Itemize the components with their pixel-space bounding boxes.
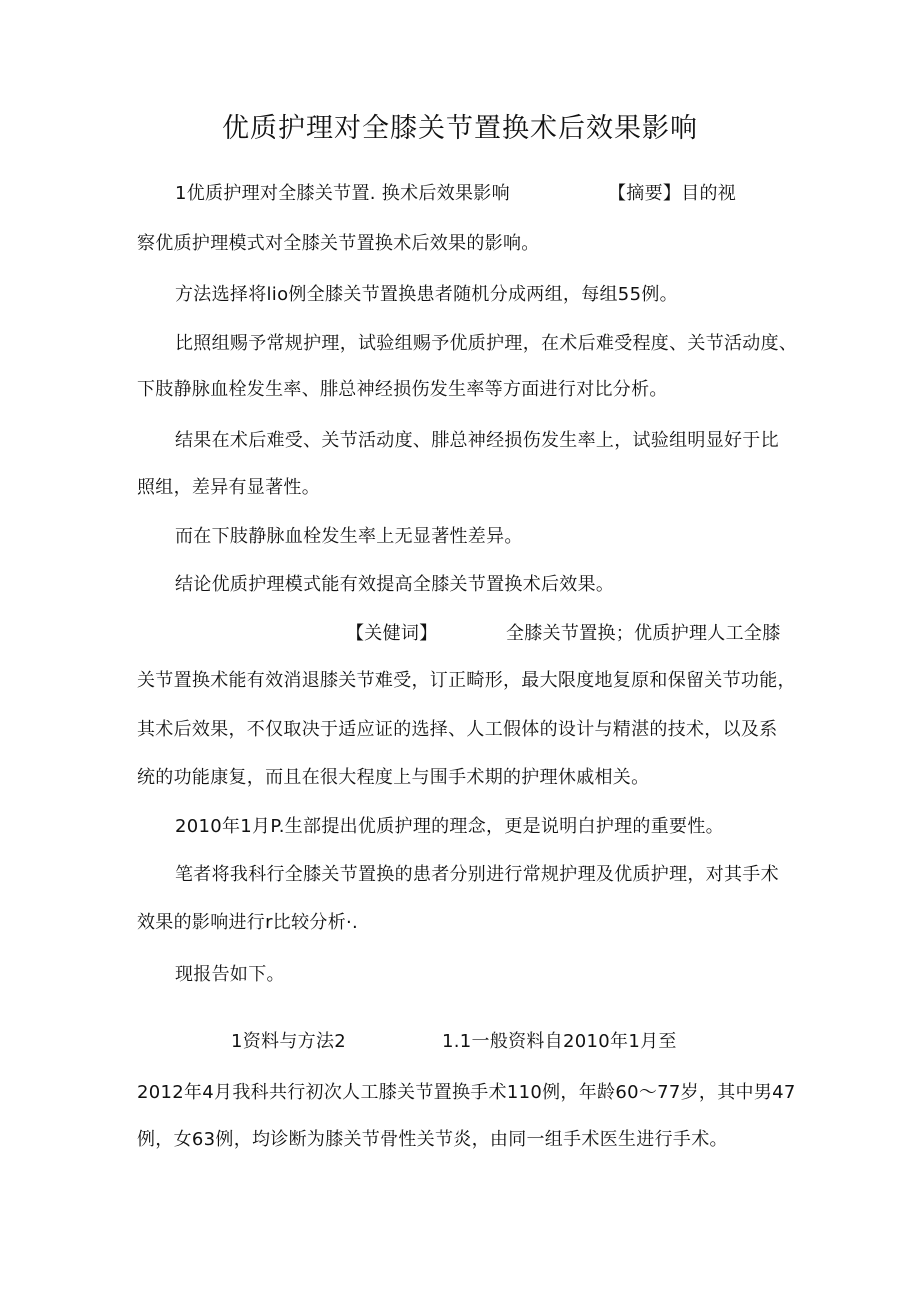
paragraph-line: 关节置换术能有效消退膝关节难受，订正畸形，最大限度地复原和保留关节功能， xyxy=(137,670,796,691)
paragraph-line: 照组，差异有显著性。 xyxy=(137,477,320,498)
paragraph-line: 统的功能康复，而且在很大程度上与围手术期的护理休戚相关。 xyxy=(137,767,650,788)
section-heading-left: 1资料与方法2 xyxy=(231,1031,347,1052)
paragraph-line: 2012年4月我科共行初次人工膝关节置换手术110例，年龄60〜77岁，其中男47 xyxy=(137,1082,796,1103)
paragraph-line: 其术后效果，不仅取决于适应证的选择、人工假体的设计与精湛的技术，以及系 xyxy=(137,719,778,740)
paragraph-line: 例，女63例，均诊断为膝关节骨性关节炎，由同一组手术医生进行手术。 xyxy=(137,1129,728,1150)
keywords-text: 全膝关节置换；优质护理人工全膝 xyxy=(506,623,781,644)
paragraph-line: 方法选择将lio例全膝关节置换患者随机分成两组，每组55例。 xyxy=(175,284,678,305)
keywords-label: 【关健词】 xyxy=(346,623,438,644)
paragraph-line: 现报告如下。 xyxy=(175,964,285,985)
abstract-header-left: 1优质护理对全膝关节置. 换术后效果影响 xyxy=(175,183,510,204)
paragraph-line: 比照组赐予常规护理，试验组赐予优质护理，在术后难受程度、关节活动度、 xyxy=(175,333,798,354)
paragraph-line: 结果在术后难受、关节活动度、腓总神经损伤发生率上，试验组明显好于比 xyxy=(175,430,779,451)
document-title: 优质护理对全膝关节置换术后效果影响 xyxy=(222,113,698,144)
paragraph-line: 结论优质护理模式能有效提高全膝关节置换术后效果。 xyxy=(175,574,615,595)
abstract-header-right: 【摘要】目的视 xyxy=(608,183,737,204)
paragraph-line: 效果的影响进行r比较分析·. xyxy=(137,912,359,933)
paragraph-line: 2010年1月P.生部提出优质护理的理念，更是说明白护理的重要性。 xyxy=(175,816,724,837)
paragraph-line: 而在下肢静脉血栓发生率上无显著性差异。 xyxy=(175,526,523,547)
paragraph-line: 下肢静脉血栓发生率、腓总神经损伤发生率等方面进行对比分析。 xyxy=(137,379,668,400)
section-heading-right: 1.1一般资料自2010年1月至 xyxy=(442,1031,677,1052)
paragraph-line: 笔者将我科行全膝关节置换的患者分别进行常规护理及优质护理，对其手术 xyxy=(175,864,779,885)
paragraph-line: 察优质护理模式对全膝关节置换术后效果的影响。 xyxy=(137,233,540,254)
